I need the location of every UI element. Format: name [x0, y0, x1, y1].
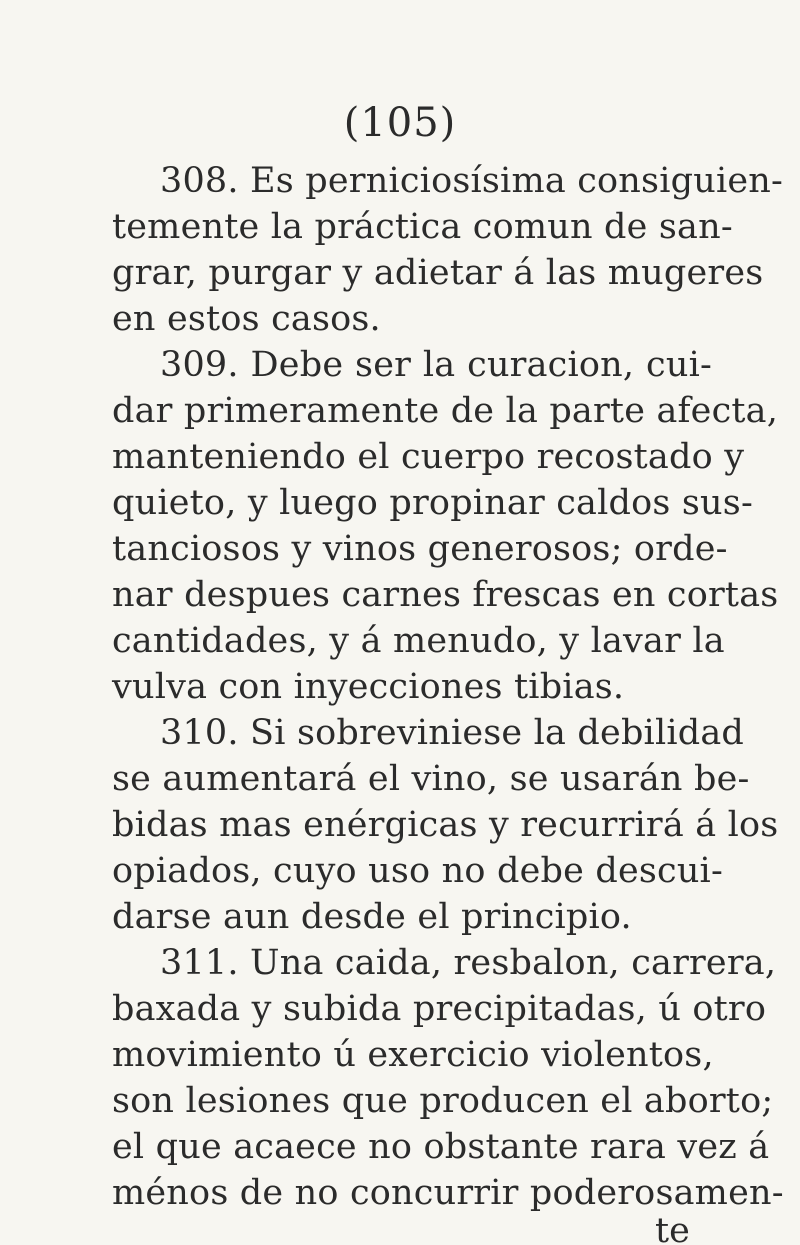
text-line: cantidades, y á menudo, y lavar la: [112, 621, 725, 661]
catchword: te: [655, 1211, 690, 1245]
text-line: temente la práctica comun de san-: [112, 207, 733, 247]
text-line: manteniendo el cuerpo recostado y: [112, 437, 745, 477]
text-line: son lesiones que producen el aborto;: [112, 1081, 774, 1121]
text-line: movimiento ú exercicio violentos,: [112, 1035, 714, 1075]
text-line: vulva con inyecciones tibias.: [112, 667, 625, 707]
page-number: (105): [343, 100, 457, 146]
text-line: tanciosos y vinos generosos; orde-: [112, 529, 728, 569]
text-line: bidas mas enérgicas y recurrirá á los: [112, 805, 779, 845]
text-line: 311. Una caida, resbalon, carrera,: [160, 943, 777, 983]
text-line: opiados, cuyo uso no debe descui-: [112, 851, 723, 891]
text-line: baxada y subida precipitadas, ú otro: [112, 989, 767, 1029]
text-line: en estos casos.: [112, 299, 381, 339]
text-line: darse aun desde el principio.: [112, 897, 632, 937]
text-line: quieto, y luego propinar caldos sus-: [112, 483, 753, 523]
text-line: 308. Es perniciosísima consiguien-: [160, 161, 784, 201]
text-line: 309. Debe ser la curacion, cui-: [160, 345, 712, 385]
text-line: grar, purgar y adietar á las mugeres: [112, 253, 764, 293]
text-line: dar primeramente de la parte afecta,: [112, 391, 779, 431]
text-line: el que acaece no obstante rara vez á: [112, 1127, 770, 1167]
text-line: 310. Si sobreviniese la debilidad: [160, 713, 745, 753]
text-line: se aumentará el vino, se usarán be-: [112, 759, 750, 799]
text-line: nar despues carnes frescas en cortas: [112, 575, 779, 615]
text-line: ménos de no concurrir poderosamen-: [112, 1173, 784, 1213]
